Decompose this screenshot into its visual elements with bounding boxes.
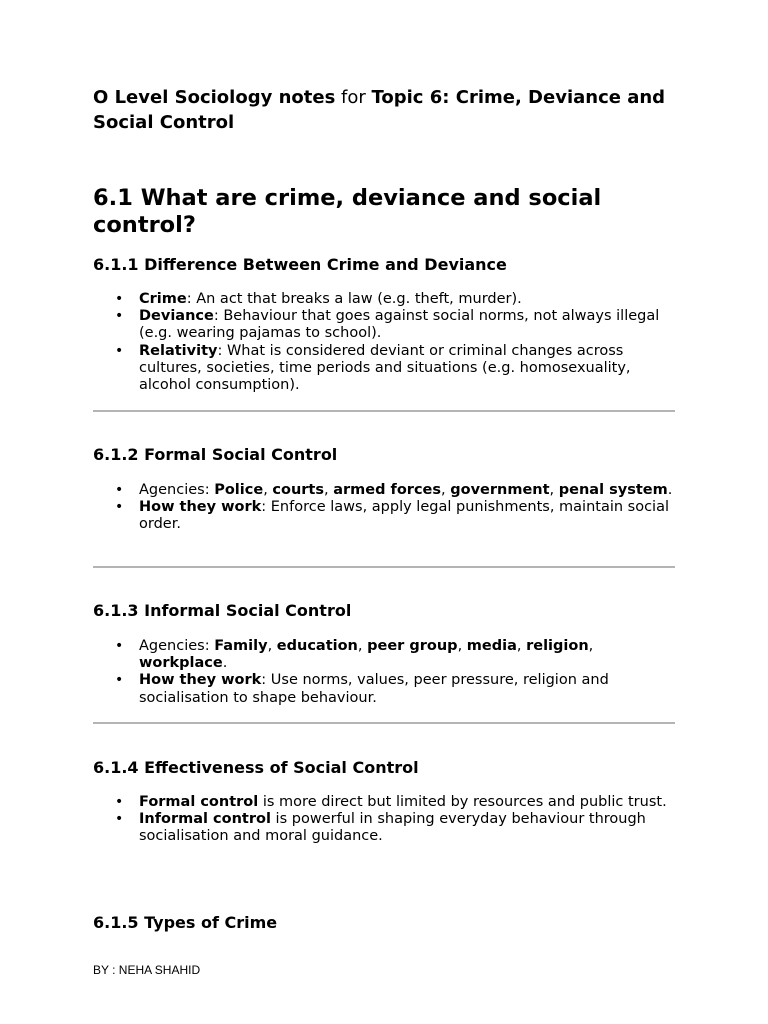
agencies-label: Agencies: bbox=[139, 482, 215, 498]
list-item bbox=[93, 499, 675, 533]
agency: media bbox=[466, 638, 517, 654]
agency: armed forces bbox=[333, 482, 442, 498]
document-title-part3: Topic 6: Crime, Deviance and Social Control bbox=[93, 87, 666, 133]
list-item-text: : An act that breaks a law (e.g. theft, murder). bbox=[186, 291, 522, 307]
subsection-heading-6-1-4: 6.1.4 Effectiveness of Social Control bbox=[93, 758, 419, 777]
bullet-icon: • bbox=[115, 794, 124, 810]
bullet-icon: • bbox=[115, 811, 124, 828]
list-item bbox=[93, 794, 675, 811]
bullet-icon: • bbox=[115, 291, 124, 307]
list-item-text: is powerful in shaping everyday behaviour through socialisation and moral guidance. bbox=[139, 811, 646, 845]
subsection-heading-6-1-1: 6.1.1 Difference Between Crime and Deviance bbox=[93, 255, 507, 274]
section-divider bbox=[93, 410, 675, 412]
agency: religion bbox=[526, 638, 589, 654]
document-title bbox=[93, 85, 675, 135]
agency: Family bbox=[214, 638, 268, 654]
crime-deviance-list bbox=[93, 291, 675, 394]
list-item-text: : What is considered deviant or criminal changes across cultures, societies, time periods and situations (e.g. homosexuality, alcohol consumption). bbox=[139, 342, 631, 394]
agency: workplace bbox=[139, 655, 223, 672]
list-item: • Agencies: Family, education, peer group, media, religion, workplace. bbox=[115, 638, 594, 672]
agency: education bbox=[276, 638, 358, 654]
list-item-term: How they work bbox=[139, 672, 262, 689]
list-item: • Agencies: Police, courts, armed forces, government, penal system. bbox=[115, 482, 673, 498]
agency: courts bbox=[272, 482, 324, 498]
list-item bbox=[93, 672, 675, 706]
section-divider bbox=[93, 722, 675, 724]
formal-control-list bbox=[93, 482, 675, 534]
agency: peer group bbox=[367, 638, 458, 654]
list-item-text: is more direct but limited by resources and public trust. bbox=[258, 794, 667, 810]
page-footer: BY : NEHA SHAHID bbox=[93, 963, 201, 977]
bullet-icon: • bbox=[115, 308, 124, 325]
list-item-term: Relativity bbox=[139, 342, 218, 359]
informal-control-list bbox=[93, 638, 675, 707]
list-item-term: Formal control bbox=[139, 794, 259, 810]
list-item bbox=[93, 291, 675, 308]
bullet-icon: • bbox=[115, 342, 124, 359]
agencies-label: Agencies: bbox=[139, 638, 215, 654]
document-title-part2: for bbox=[335, 87, 372, 108]
agency: Police bbox=[214, 482, 264, 498]
agency: government bbox=[450, 482, 550, 498]
bullet-icon: • bbox=[115, 499, 124, 516]
list-item bbox=[93, 343, 675, 395]
list-item-term: Crime bbox=[139, 291, 187, 307]
section-divider bbox=[93, 566, 675, 568]
list-item-term: Deviance bbox=[139, 308, 214, 325]
effectiveness-list bbox=[93, 794, 675, 846]
list-item-text: : Behaviour that goes against social norms, not always illegal (e.g. wearing pajamas to school). bbox=[139, 308, 660, 342]
list-item-term: How they work bbox=[139, 499, 262, 516]
bullet-icon: • bbox=[115, 482, 124, 498]
document-page bbox=[93, 0, 675, 1024]
list-item bbox=[93, 811, 675, 845]
list-item-term: Informal control bbox=[139, 811, 271, 828]
subsection-heading-6-1-3: 6.1.3 Informal Social Control bbox=[93, 601, 352, 620]
list-item-text: : Enforce laws, apply legal punishments, maintain social order. bbox=[139, 499, 670, 533]
bullet-icon: • bbox=[115, 672, 124, 689]
subsection-heading-6-1-2: 6.1.2 Formal Social Control bbox=[93, 445, 338, 464]
list-item bbox=[93, 308, 675, 342]
section-heading: 6.1 What are crime, deviance and social control? bbox=[93, 185, 602, 238]
document-title-part1: O Level Sociology notes bbox=[93, 87, 336, 108]
agency: penal system bbox=[558, 482, 668, 498]
list-item-text: : Use norms, values, peer pressure, religion and socialisation to shape behaviour. bbox=[139, 672, 609, 706]
subsection-heading-6-1-5: 6.1.5 Types of Crime bbox=[93, 913, 278, 932]
bullet-icon: • bbox=[115, 638, 124, 654]
